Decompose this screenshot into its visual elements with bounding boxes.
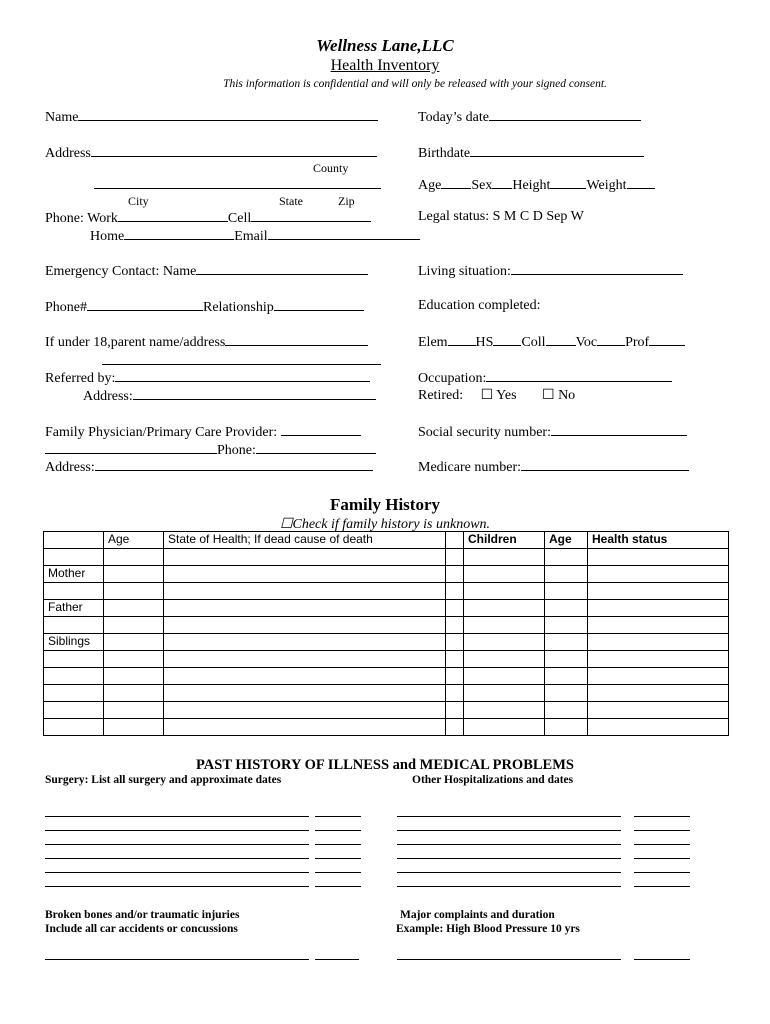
address-field[interactable]: Address (45, 144, 377, 162)
fill-line[interactable] (397, 843, 621, 845)
retired-yes-checkbox[interactable]: ☐ Yes (480, 388, 517, 403)
table-row[interactable] (44, 617, 729, 634)
broken-bones-label: Broken bones and/or traumatic injuries (45, 909, 240, 921)
fill-line[interactable] (397, 871, 621, 873)
table-row[interactable] (44, 583, 729, 600)
referred-by-field[interactable]: Referred by: (45, 369, 370, 387)
fill-line[interactable] (315, 843, 361, 845)
name-field[interactable]: Name (45, 108, 378, 126)
row-label-mother: Mother (44, 566, 104, 583)
table-row[interactable] (44, 702, 729, 719)
retired-no-checkbox[interactable]: ☐ No (542, 388, 576, 403)
injury-line[interactable] (45, 958, 309, 960)
fill-line[interactable] (45, 843, 309, 845)
table-row-siblings[interactable] (44, 634, 729, 651)
table-row[interactable] (44, 549, 729, 566)
table-row[interactable] (44, 651, 729, 668)
fill-line[interactable] (315, 829, 361, 831)
fill-line[interactable] (397, 815, 621, 817)
medicare-field[interactable]: Medicare number: (418, 458, 689, 476)
zip-label: Zip (338, 194, 355, 208)
city-label: City (128, 194, 149, 208)
phone-home-field[interactable]: Home Email (90, 227, 420, 245)
fill-line[interactable] (45, 815, 309, 817)
col-health-status: Health status (588, 532, 729, 549)
form-title: Health Inventory (330, 57, 440, 74)
ssn-field[interactable]: Social security number: (418, 423, 687, 441)
complaint-line[interactable] (397, 958, 621, 960)
physician-field[interactable]: Family Physician/Primary Care Provider: (45, 423, 361, 441)
col-state-of-health: State of Health; If dead cause of death (164, 532, 446, 549)
injury-date-line[interactable] (315, 958, 359, 960)
county-label: County (313, 161, 349, 175)
fill-line[interactable] (45, 857, 309, 859)
fill-line[interactable] (315, 871, 361, 873)
table-row-father[interactable] (44, 600, 729, 617)
fill-line[interactable] (397, 829, 621, 831)
referred-address-field[interactable]: Address: (83, 387, 376, 405)
education-levels[interactable]: Elem HS Coll Voc Prof (418, 333, 685, 351)
table-row[interactable] (44, 719, 729, 736)
retired-row: Retired: ☐ Yes ☐ No (418, 388, 576, 403)
birthdate-field[interactable]: Birthdate (418, 144, 644, 162)
row-label-father: Father (44, 600, 104, 617)
fill-line[interactable] (315, 815, 361, 817)
table-row[interactable] (44, 685, 729, 702)
legal-status[interactable]: Legal status: S M C D Sep W (418, 209, 584, 224)
family-history-heading: Family History (329, 495, 440, 514)
complaint-duration-line[interactable] (634, 958, 690, 960)
fill-line[interactable] (634, 871, 690, 873)
company-name: Wellness Lane,LLC (316, 36, 454, 55)
col-children: Children (464, 532, 545, 549)
fill-line[interactable] (397, 857, 621, 859)
row-label-siblings: Siblings (44, 634, 104, 651)
confidential-note: This information is confidential and will only be released with your signed consent. (223, 78, 607, 90)
emergency-phone-field[interactable]: Phone# Relationship (45, 298, 364, 316)
fill-line[interactable] (315, 885, 361, 887)
todays-date-field[interactable]: Today’s date (418, 108, 641, 126)
col-age: Age (104, 532, 164, 549)
physician-phone-field[interactable]: Phone: (45, 441, 376, 459)
col-age-children: Age (545, 532, 588, 549)
surgery-label: Surgery: List all surgery and approximate dates (45, 774, 282, 786)
occupation-field[interactable]: Occupation: (418, 369, 672, 387)
state-label: State (279, 194, 303, 208)
table-row-mother[interactable] (44, 566, 729, 583)
parent-address-line[interactable] (102, 352, 381, 370)
physician-address-field[interactable]: Address: (45, 458, 373, 476)
fill-line[interactable] (634, 885, 690, 887)
address-line-2[interactable] (94, 176, 381, 194)
past-history-heading: PAST HISTORY OF ILLNESS and MEDICAL PROBLEMS (196, 757, 574, 773)
parent-name-field[interactable]: If under 18,parent name/address (45, 333, 368, 351)
fill-line[interactable] (634, 857, 690, 859)
education-label: Education completed: (418, 298, 541, 313)
phone-work-field[interactable]: Phone: Work Cell (45, 209, 371, 227)
fill-line[interactable] (315, 857, 361, 859)
car-accidents-label: Include all car accidents or concussions (45, 923, 238, 935)
fill-line[interactable] (45, 885, 309, 887)
fill-line[interactable] (634, 843, 690, 845)
age-sex-height-weight[interactable]: Age Sex Height Weight (418, 176, 655, 194)
fill-line[interactable] (45, 829, 309, 831)
example-label: Example: High Blood Pressure 10 yrs (396, 923, 580, 935)
emergency-contact-field[interactable]: Emergency Contact: Name (45, 262, 368, 280)
table-header-row (44, 532, 729, 549)
fill-line[interactable] (45, 871, 309, 873)
table-row[interactable] (44, 668, 729, 685)
family-history-table (43, 531, 729, 736)
family-history-unknown-checkbox[interactable]: ☐Check if family history is unknown. (279, 517, 491, 532)
major-complaints-label: Major complaints and duration (400, 909, 555, 921)
fill-line[interactable] (634, 829, 690, 831)
fill-line[interactable] (634, 815, 690, 817)
fill-line[interactable] (397, 885, 621, 887)
living-situation-field[interactable]: Living situation: (418, 262, 683, 280)
hospitalizations-label: Other Hospitalizations and dates (412, 774, 574, 786)
